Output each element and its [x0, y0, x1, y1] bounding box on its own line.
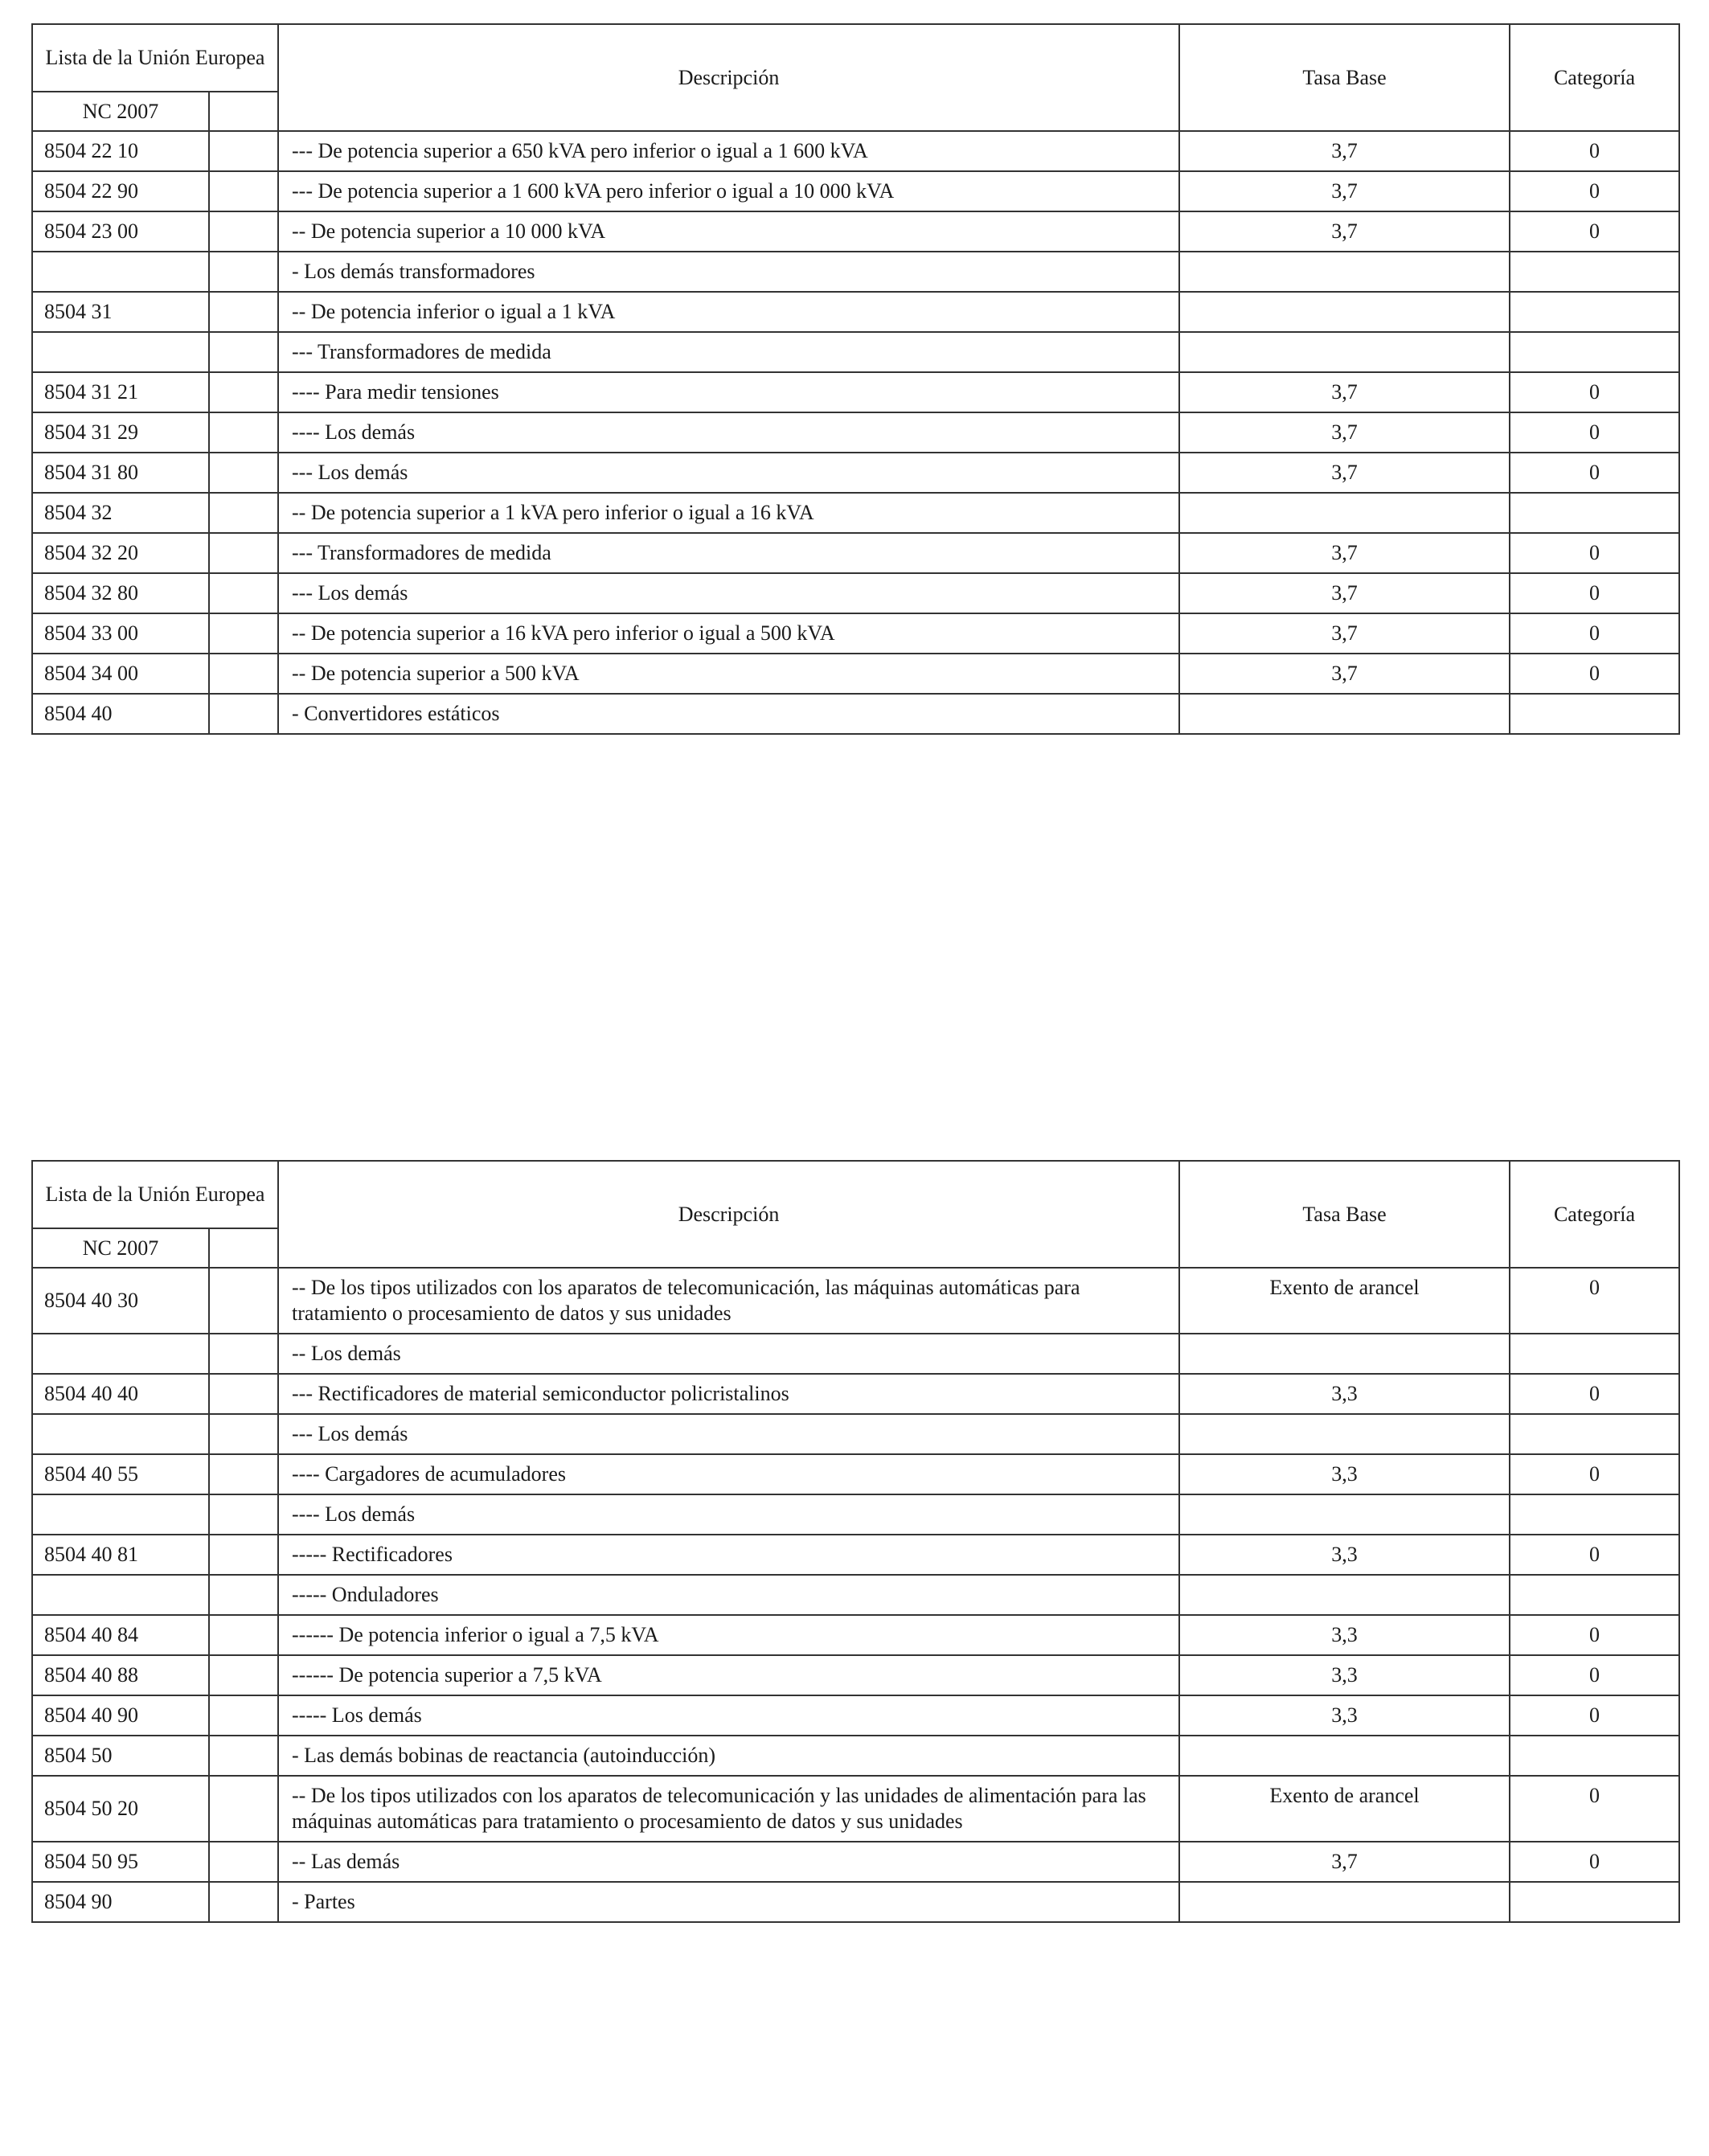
table-row	[32, 613, 1679, 654]
table-row	[32, 1695, 1679, 1736]
table-row	[32, 1334, 1679, 1374]
blank-cell	[209, 372, 278, 412]
code-cell: 8504 40 40	[32, 1374, 209, 1414]
code-cell: 8504 31 21	[32, 372, 209, 412]
base-rate-cell	[1179, 292, 1510, 332]
blank-cell	[209, 493, 278, 533]
blank-cell	[209, 1736, 278, 1776]
code-cell: 8504 40 88	[32, 1655, 209, 1695]
category-cell	[1510, 1414, 1679, 1454]
category-cell: 0	[1510, 1374, 1679, 1414]
header-category: Categoría	[1510, 24, 1679, 131]
description-cell: ------ De potencia inferior o igual a 7,5 kVA	[278, 1615, 1179, 1655]
description-cell: --- Los demás	[278, 573, 1179, 613]
blank-cell	[209, 1334, 278, 1374]
header-list: Lista de la Unión Europea	[32, 24, 278, 92]
description-cell: ----- Rectificadores	[278, 1535, 1179, 1575]
table-row	[32, 654, 1679, 694]
code-cell	[32, 1334, 209, 1374]
blank-cell	[209, 1776, 278, 1842]
table-row	[32, 1655, 1679, 1695]
base-rate-cell: 3,7	[1179, 654, 1510, 694]
base-rate-cell	[1179, 332, 1510, 372]
base-rate-cell: 3,7	[1179, 1842, 1510, 1882]
category-cell	[1510, 694, 1679, 734]
description-cell: -- De potencia superior a 500 kVA	[278, 654, 1179, 694]
blank-cell	[209, 1882, 278, 1922]
category-cell: 0	[1510, 1535, 1679, 1575]
code-cell: 8504 40 55	[32, 1454, 209, 1494]
header-description: Descripción	[278, 1161, 1179, 1268]
description-cell: ---- Los demás	[278, 1494, 1179, 1535]
table-row	[32, 211, 1679, 252]
table-row	[32, 694, 1679, 734]
table-row	[32, 1494, 1679, 1535]
blank-cell	[209, 1454, 278, 1494]
blank-cell	[209, 1494, 278, 1535]
base-rate-cell	[1179, 1414, 1510, 1454]
blank-cell	[209, 412, 278, 453]
table-row	[32, 292, 1679, 332]
category-cell: 0	[1510, 372, 1679, 412]
category-cell	[1510, 292, 1679, 332]
base-rate-cell: 3,3	[1179, 1655, 1510, 1695]
category-cell	[1510, 1575, 1679, 1615]
code-cell: 8504 40	[32, 694, 209, 734]
category-cell	[1510, 493, 1679, 533]
blank-cell	[209, 1615, 278, 1655]
code-cell	[32, 1414, 209, 1454]
code-cell: 8504 32 80	[32, 573, 209, 613]
code-cell: 8504 33 00	[32, 613, 209, 654]
category-cell	[1510, 1334, 1679, 1374]
description-cell: -- Las demás	[278, 1842, 1179, 1882]
description-cell: -- De potencia superior a 1 kVA pero inferior o igual a 16 kVA	[278, 493, 1179, 533]
base-rate-cell: 3,3	[1179, 1454, 1510, 1494]
header-base-rate: Tasa Base	[1179, 24, 1510, 131]
code-cell: 8504 90	[32, 1882, 209, 1922]
description-cell: -- De los tipos utilizados con los aparatos de telecomunicación y las unidades de alimentación para las máquinas automáticas para tratamiento o procesamiento de datos y sus unidades	[278, 1776, 1179, 1842]
description-cell: --- Transformadores de medida	[278, 533, 1179, 573]
base-rate-cell: 3,3	[1179, 1615, 1510, 1655]
code-cell: 8504 34 00	[32, 654, 209, 694]
blank-cell	[209, 332, 278, 372]
table-row	[32, 1615, 1679, 1655]
blank-cell	[209, 171, 278, 211]
blank-cell	[209, 1842, 278, 1882]
code-cell: 8504 40 84	[32, 1615, 209, 1655]
blank-cell	[209, 694, 278, 734]
blank-cell	[209, 573, 278, 613]
blank-cell	[209, 1374, 278, 1414]
base-rate-cell	[1179, 1736, 1510, 1776]
code-cell	[32, 252, 209, 292]
base-rate-cell: 3,7	[1179, 613, 1510, 654]
base-rate-cell: 3,7	[1179, 533, 1510, 573]
code-cell: 8504 50 20	[32, 1776, 209, 1842]
code-cell: 8504 32 20	[32, 533, 209, 573]
category-cell: 0	[1510, 1842, 1679, 1882]
table-row	[32, 412, 1679, 453]
category-cell: 0	[1510, 412, 1679, 453]
header-base-rate: Tasa Base	[1179, 1161, 1510, 1268]
category-cell: 0	[1510, 1454, 1679, 1494]
description-cell: ---- Para medir tensiones	[278, 372, 1179, 412]
table-row	[32, 332, 1679, 372]
code-cell: 8504 40 81	[32, 1535, 209, 1575]
blank-cell	[209, 654, 278, 694]
header-nc: NC 2007	[32, 92, 209, 131]
description-cell: -- De potencia superior a 10 000 kVA	[278, 211, 1179, 252]
table-row	[32, 493, 1679, 533]
code-cell: 8504 23 00	[32, 211, 209, 252]
description-cell: ----- Los demás	[278, 1695, 1179, 1736]
table-row	[32, 131, 1679, 171]
base-rate-cell	[1179, 493, 1510, 533]
table-row	[32, 1882, 1679, 1922]
category-cell	[1510, 1736, 1679, 1776]
category-cell	[1510, 332, 1679, 372]
description-cell: -- De potencia superior a 16 kVA pero inferior o igual a 500 kVA	[278, 613, 1179, 654]
code-cell: 8504 32	[32, 493, 209, 533]
table-row	[32, 1454, 1679, 1494]
base-rate-cell	[1179, 1575, 1510, 1615]
category-cell: 0	[1510, 131, 1679, 171]
base-rate-cell	[1179, 1494, 1510, 1535]
base-rate-cell: 3,7	[1179, 171, 1510, 211]
table-row	[32, 1414, 1679, 1454]
category-cell	[1510, 1494, 1679, 1535]
table-row	[32, 252, 1679, 292]
code-cell: 8504 22 10	[32, 131, 209, 171]
blank-cell	[209, 613, 278, 654]
description-cell: --- Rectificadores de material semiconductor policristalinos	[278, 1374, 1179, 1414]
base-rate-cell: 3,7	[1179, 412, 1510, 453]
category-cell	[1510, 1882, 1679, 1922]
tariff-table-2	[31, 1160, 1680, 1923]
table-body-1	[32, 131, 1679, 734]
category-cell: 0	[1510, 1776, 1679, 1842]
table-row	[32, 573, 1679, 613]
category-cell: 0	[1510, 613, 1679, 654]
description-cell: ----- Onduladores	[278, 1575, 1179, 1615]
header-description: Descripción	[278, 24, 1179, 131]
description-cell: --- De potencia superior a 1 600 kVA pero inferior o igual a 10 000 kVA	[278, 171, 1179, 211]
description-cell: ------ De potencia superior a 7,5 kVA	[278, 1655, 1179, 1695]
description-cell: - Los demás transformadores	[278, 252, 1179, 292]
base-rate-cell: 3,7	[1179, 372, 1510, 412]
code-cell: 8504 31 80	[32, 453, 209, 493]
code-cell: 8504 40 90	[32, 1695, 209, 1736]
category-cell: 0	[1510, 1268, 1679, 1334]
blank-cell	[209, 453, 278, 493]
table-row	[32, 533, 1679, 573]
base-rate-cell: 3,3	[1179, 1535, 1510, 1575]
blank-cell	[209, 1268, 278, 1334]
base-rate-cell: Exento de arancel	[1179, 1776, 1510, 1842]
base-rate-cell: 3,7	[1179, 453, 1510, 493]
category-cell: 0	[1510, 573, 1679, 613]
blank-cell	[209, 252, 278, 292]
table-row	[32, 1268, 1679, 1334]
header-blank	[209, 1228, 278, 1268]
description-cell: -- Los demás	[278, 1334, 1179, 1374]
blank-cell	[209, 1535, 278, 1575]
base-rate-cell: 3,7	[1179, 131, 1510, 171]
description-cell: --- Transformadores de medida	[278, 332, 1179, 372]
table-row	[32, 1374, 1679, 1414]
category-cell: 0	[1510, 533, 1679, 573]
code-cell	[32, 332, 209, 372]
category-cell: 0	[1510, 1695, 1679, 1736]
code-cell: 8504 50	[32, 1736, 209, 1776]
table-row	[32, 1736, 1679, 1776]
base-rate-cell: 3,3	[1179, 1695, 1510, 1736]
blank-cell	[209, 533, 278, 573]
blank-cell	[209, 1414, 278, 1454]
category-cell: 0	[1510, 171, 1679, 211]
blank-cell	[209, 1695, 278, 1736]
description-cell: -- De potencia inferior o igual a 1 kVA	[278, 292, 1179, 332]
description-cell: ---- Los demás	[278, 412, 1179, 453]
description-cell: - Partes	[278, 1882, 1179, 1922]
blank-cell	[209, 131, 278, 171]
header-blank	[209, 92, 278, 131]
header-list: Lista de la Unión Europea	[32, 1161, 278, 1228]
tariff-table-1	[31, 23, 1680, 735]
table-row	[32, 1575, 1679, 1615]
table-row	[32, 1842, 1679, 1882]
table-row	[32, 372, 1679, 412]
base-rate-cell: 3,3	[1179, 1374, 1510, 1414]
blank-cell	[209, 1655, 278, 1695]
base-rate-cell: Exento de arancel	[1179, 1268, 1510, 1334]
base-rate-cell	[1179, 1882, 1510, 1922]
code-cell: 8504 40 30	[32, 1268, 209, 1334]
table-row	[32, 1776, 1679, 1842]
category-cell: 0	[1510, 654, 1679, 694]
code-cell: 8504 31	[32, 292, 209, 332]
blank-cell	[209, 1575, 278, 1615]
category-cell: 0	[1510, 453, 1679, 493]
blank-cell	[209, 292, 278, 332]
base-rate-cell	[1179, 252, 1510, 292]
blank-cell	[209, 211, 278, 252]
base-rate-cell: 3,7	[1179, 573, 1510, 613]
description-cell: ---- Cargadores de acumuladores	[278, 1454, 1179, 1494]
code-cell	[32, 1494, 209, 1535]
description-cell: - Convertidores estáticos	[278, 694, 1179, 734]
description-cell: -- De los tipos utilizados con los aparatos de telecomunicación, las máquinas automáticas para tratamiento o procesamiento de datos y sus unidades	[278, 1268, 1179, 1334]
base-rate-cell: 3,7	[1179, 211, 1510, 252]
category-cell: 0	[1510, 1615, 1679, 1655]
code-cell	[32, 1575, 209, 1615]
table-body-2	[32, 1268, 1679, 1922]
description-cell: --- Los demás	[278, 453, 1179, 493]
category-cell	[1510, 252, 1679, 292]
base-rate-cell	[1179, 694, 1510, 734]
table-row	[32, 1535, 1679, 1575]
code-cell: 8504 22 90	[32, 171, 209, 211]
description-cell: --- Los demás	[278, 1414, 1179, 1454]
description-cell: - Las demás bobinas de reactancia (autoinducción)	[278, 1736, 1179, 1776]
header-category: Categoría	[1510, 1161, 1679, 1268]
base-rate-cell	[1179, 1334, 1510, 1374]
table-row	[32, 171, 1679, 211]
category-cell: 0	[1510, 1655, 1679, 1695]
category-cell: 0	[1510, 211, 1679, 252]
code-cell: 8504 50 95	[32, 1842, 209, 1882]
description-cell: --- De potencia superior a 650 kVA pero inferior o igual a 1 600 kVA	[278, 131, 1179, 171]
code-cell: 8504 31 29	[32, 412, 209, 453]
header-nc: NC 2007	[32, 1228, 209, 1268]
table-row	[32, 453, 1679, 493]
